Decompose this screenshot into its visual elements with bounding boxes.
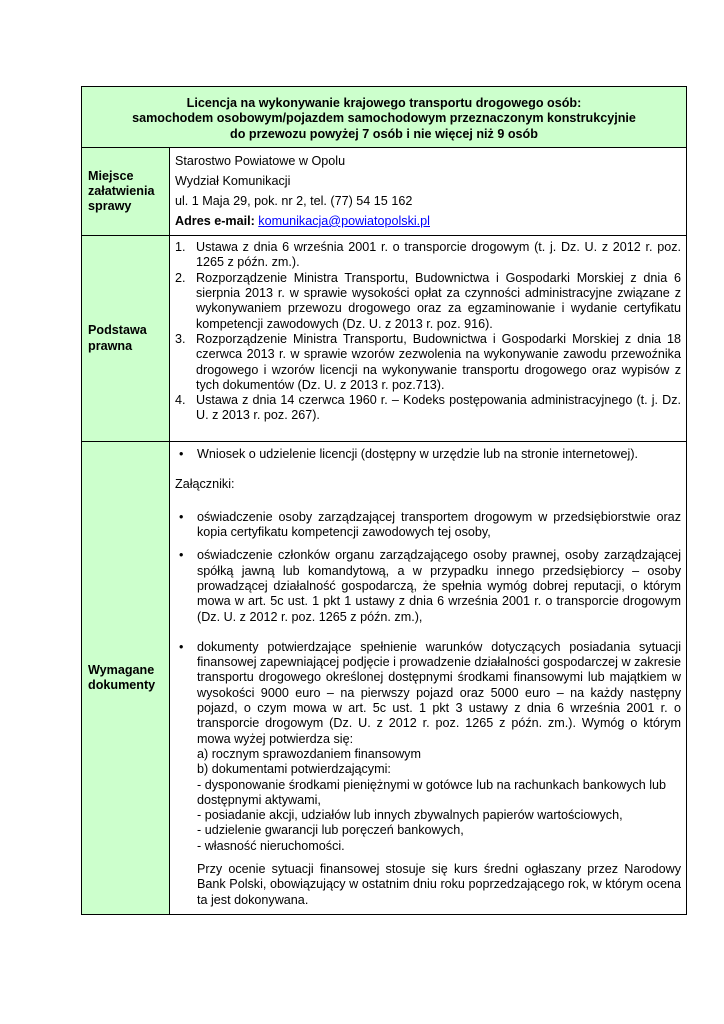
department-name: Wydział Komunikacji — [175, 174, 291, 189]
office-address: ul. 1 Maja 29, pok. nr 2, tel. (77) 54 15 162 — [175, 194, 413, 208]
procedure-table — [81, 86, 687, 915]
legal-content — [170, 236, 687, 442]
place-label-line-3: sprawy — [88, 199, 132, 214]
documents-label-line-1: Wymagane — [88, 662, 155, 677]
place-label-line-2: załatwienia — [88, 184, 155, 198]
legal-label-line-1: Podstawa — [88, 323, 147, 338]
documents-content — [170, 442, 687, 915]
legal-item-number: 1. — [175, 240, 186, 255]
attachments-list — [175, 510, 681, 908]
attachment-item — [175, 510, 681, 541]
requirement-dash-2: - posiadanie akcji, udziałów lub innych zbywalnych papierów wartościowych, — [197, 808, 623, 823]
title-line-1: Licencja na wykonywanie krajowego transportu drogowego osób: — [186, 96, 582, 110]
legal-item — [175, 332, 681, 393]
legal-item — [175, 240, 681, 271]
legal-row — [82, 236, 687, 442]
legal-label — [82, 236, 170, 442]
application-text: Wniosek o udzielenie licencji (dostępny w urzędzie lub na stronie internetowej). — [197, 447, 639, 462]
bullet-icon: • — [179, 639, 184, 654]
application-item — [175, 447, 681, 462]
legal-item — [175, 271, 681, 332]
legal-basis-list — [175, 240, 681, 424]
email-label: Adres e-mail: — [175, 213, 255, 228]
legal-item-number: 3. — [175, 331, 186, 346]
requirement-dash-3: - udzielenie gwarancji lub poręczeń bankowych, — [197, 823, 464, 838]
place-row — [82, 148, 687, 236]
title-line-3: do przewozu powyżej 7 osób i nie więcej niż 9 osób — [230, 126, 538, 141]
requirement-dash-1: - dysponowanie środkami pieniężnymi w gotówce lub na rachunkach bankowych lub dostępnymi aktywami, — [197, 777, 667, 807]
place-label — [82, 148, 170, 236]
exchange-rate-note: Przy ocenie sytuacji finansowej stosuje się kurs średni ogłaszany przez Narodowy Bank Polski, obowiązujący w ostatnim dniu roku poprzedzającego rok, w którym ocena ta jest dokonywana. — [197, 862, 681, 907]
attachment-text: dokumenty potwierdzające spełnienie warunków dotyczących posiadania sytuacji finansowej zapewniającej podjęcie i prowadzenie działalności gospodarczej w zakresie transportu drogowego określonej dostępnymi środkami finansowymi lub majątkiem w wysokości 9000 euro – na pierwszy pojazd oraz 5000 euro – na każdy następny pojazd, o czym mowa w art. 5c ust. 1 pkt 3 ustawy z dnia 6 września 2001 r. o transporcie drogowym (Dz. U. z 2012 r. poz. 1265 z późn. zm.). Wymóg o którym mowa wyżej potwierdza się: — [197, 639, 681, 746]
legal-item-number: 4. — [175, 393, 186, 408]
requirement-b: b) dokumentami potwierdzającymi: — [197, 762, 391, 777]
legal-item-text: Rozporządzenie Ministra Transportu, Budownictwa i Gospodarki Morskiej z dnia 18 czerwca 2013 r. w sprawie wzorów zezwolenia na wykonywanie zawodu przewoźnika drogowego i wzorów licencji na wykonywanie transportu drogowego oraz wypisów z tych dokumentów (Dz. U. z 2013 r. poz.713). — [196, 331, 681, 392]
email-link[interactable]: komunikacja@powiatopolski.pl — [258, 213, 430, 228]
document-title — [82, 87, 687, 148]
place-content — [170, 148, 687, 236]
attachment-item — [175, 548, 681, 624]
documents-label — [82, 442, 170, 915]
application-list — [175, 447, 681, 462]
legal-item — [175, 393, 681, 424]
legal-item-text: Ustawa z dnia 6 września 2001 r. o transporcie drogowym (t. j. Dz. U. z 2012 r. poz. 1265 z późn. zm.). — [196, 240, 681, 270]
requirement-a: a) rocznym sprawozdaniem finansowym — [197, 746, 421, 761]
bullet-icon: • — [179, 447, 184, 462]
bullet-icon: • — [179, 548, 184, 563]
email-line — [175, 214, 681, 229]
legal-label-line-2: prawna — [88, 338, 133, 353]
office-name: Starostwo Powiatowe w Opolu — [175, 154, 346, 169]
attachments-heading: Załączniki: — [175, 477, 235, 492]
title-row — [82, 87, 687, 148]
legal-item-text: Ustawa z dnia 14 czerwca 1960 r. – Kodeks postępowania administracyjnego (t. j. Dz. U. z 2013 r. poz. 267). — [196, 393, 681, 423]
attachment-text: oświadczenie członków organu zarządzającego osoby prawnej, osoby zarządzającej spółką jawną lub komandytową, a w przypadku innego przedsiębiorcy – osoby prowadzącej działalność gospodarczą, że spełnia wymóg dobrej reputacji, o którym mowa w art. 5c ust. 1 pkt 1 ustawy z dnia 6 września 2001 r. o transporcie drogowym (Dz. U. z 2012 r. poz. 1265 z późn. zm.), — [197, 548, 681, 624]
bullet-icon: • — [179, 509, 184, 524]
title-line-2: samochodem osobowym/pojazdem samochodowym przeznaczonym konstrukcyjnie — [132, 111, 636, 126]
attachment-item — [175, 640, 681, 908]
legal-item-text: Rozporządzenie Ministra Transportu, Budownictwa i Gospodarki Morskiej z dnia 6 sierpnia 2013 r. w sprawie wysokości opłat za czynności administracyjne związane z wykonywaniem przewozu drogowego oraz za egzaminowanie i wydanie certyfikatu kompetencji zawodowych (Dz. U. z 2013 r. poz. 916). — [196, 270, 681, 331]
documents-row — [82, 442, 687, 915]
documents-label-line-2: dokumenty — [88, 678, 156, 693]
place-label-line-1: Miejsce — [88, 168, 134, 183]
requirement-dash-4: - własność nieruchomości. — [197, 838, 345, 853]
legal-item-number: 2. — [175, 270, 186, 285]
attachment-text: oświadczenie osoby zarządzającej transportem drogowym w przedsiębiorstwie oraz kopia certyfikatu kompetencji zawodowych tej osoby, — [197, 509, 681, 540]
